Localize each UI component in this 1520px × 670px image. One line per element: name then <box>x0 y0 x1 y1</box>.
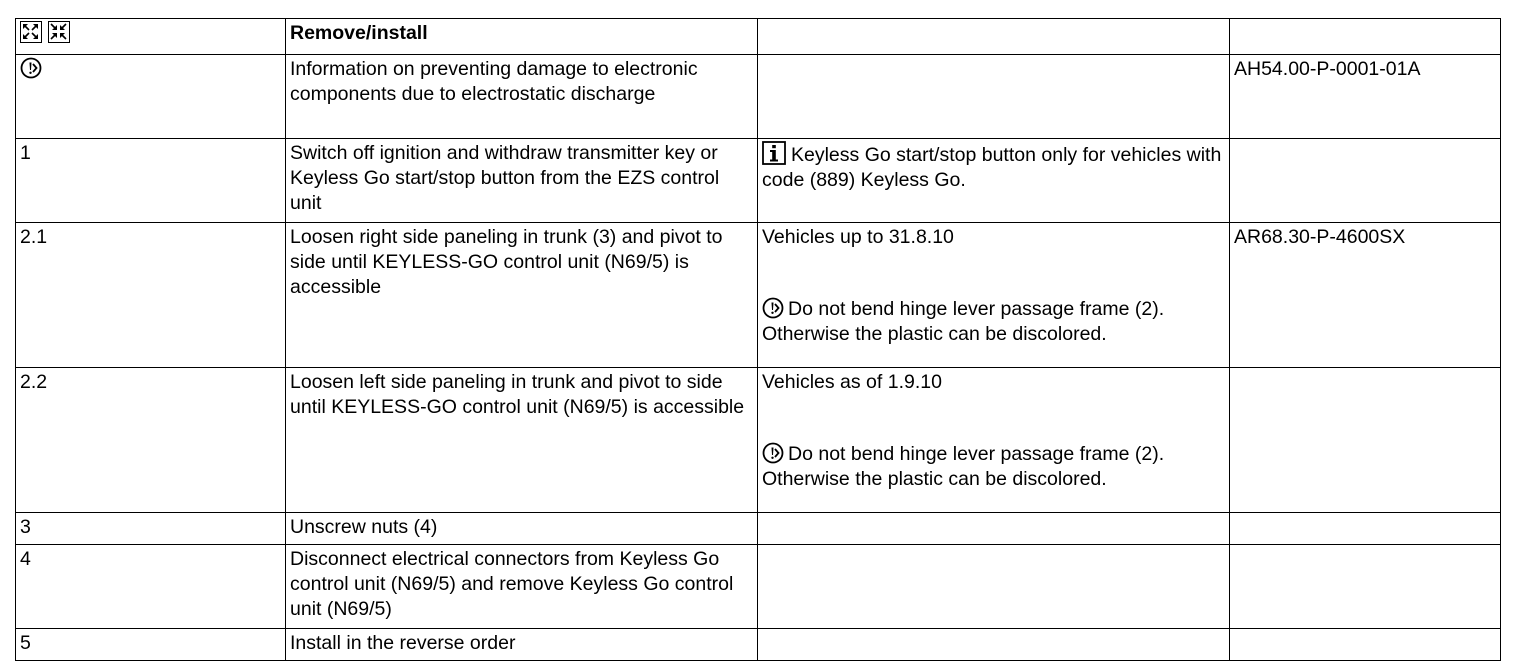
note-cell <box>758 139 1230 223</box>
ref-cell <box>1230 545 1501 629</box>
action-cell: Install in the reverse order <box>286 629 758 661</box>
note-title: Vehicles as of 1.9.10 <box>762 371 942 393</box>
procedure-table <box>15 18 1501 661</box>
ref-cell: AR68.30-P-4600SX <box>1230 223 1501 368</box>
action-cell: Unscrew nuts (4) <box>286 513 758 545</box>
remove-icon <box>20 21 42 43</box>
note-cell <box>758 368 1230 513</box>
header-ref-cell <box>1230 19 1501 55</box>
action-cell: Loosen left side paneling in trunk and pivot to side until KEYLESS-GO control unit (N69/5) is accessible <box>286 368 758 513</box>
step-cell: 1 <box>16 139 286 223</box>
table-row <box>16 513 1501 545</box>
action-cell: Loosen right side paneling in trunk (3) and pivot to side until KEYLESS-GO control unit (N69/5) is accessible <box>286 223 758 368</box>
step-cell: 5 <box>16 629 286 661</box>
step-cell: 2.1 <box>16 223 286 368</box>
header-icons-cell <box>16 19 286 55</box>
warning-circle-icon <box>762 297 784 319</box>
action-cell: Information on preventing damage to electronic components due to electrostatic discharge <box>286 55 758 139</box>
ref-cell <box>1230 513 1501 545</box>
warning-circle-icon <box>20 57 42 79</box>
table-row <box>16 368 1501 513</box>
table-header-row <box>16 19 1501 55</box>
note-warning: Do not bend hinge lever passage frame (2). Otherwise the plastic can be discolored. <box>762 298 1165 345</box>
info-icon <box>762 141 786 165</box>
note-warning: Do not bend hinge lever passage frame (2). Otherwise the plastic can be discolored. <box>762 443 1165 490</box>
ref-cell <box>1230 629 1501 661</box>
install-icon <box>48 21 70 43</box>
header-title-cell <box>286 19 758 55</box>
table-row <box>16 139 1501 223</box>
note-cell <box>758 545 1230 629</box>
note-cell <box>758 223 1230 368</box>
note-cell <box>758 55 1230 139</box>
table-row <box>16 629 1501 661</box>
warning-circle-icon <box>762 442 784 464</box>
action-cell: Disconnect electrical connectors from Keyless Go control unit (N69/5) and remove Keyless Go control unit (N69/5) <box>286 545 758 629</box>
ref-cell <box>1230 139 1501 223</box>
header-note-cell <box>758 19 1230 55</box>
note-title: Vehicles up to 31.8.10 <box>762 226 954 248</box>
step-cell: 3 <box>16 513 286 545</box>
page-title: Remove/install <box>290 22 428 44</box>
ref-cell: AH54.00-P-0001-01A <box>1230 55 1501 139</box>
note-cell <box>758 629 1230 661</box>
step-cell: 2.2 <box>16 368 286 513</box>
step-cell: 4 <box>16 545 286 629</box>
ref-cell <box>1230 368 1501 513</box>
note-cell <box>758 513 1230 545</box>
action-cell: Switch off ignition and withdraw transmitter key or Keyless Go start/stop button from the EZS control unit <box>286 139 758 223</box>
table-row <box>16 55 1501 139</box>
table-row <box>16 223 1501 368</box>
step-cell <box>16 55 286 139</box>
note-text: Keyless Go start/stop button only for vehicles with code (889) Keyless Go. <box>762 144 1222 191</box>
table-row <box>16 545 1501 629</box>
